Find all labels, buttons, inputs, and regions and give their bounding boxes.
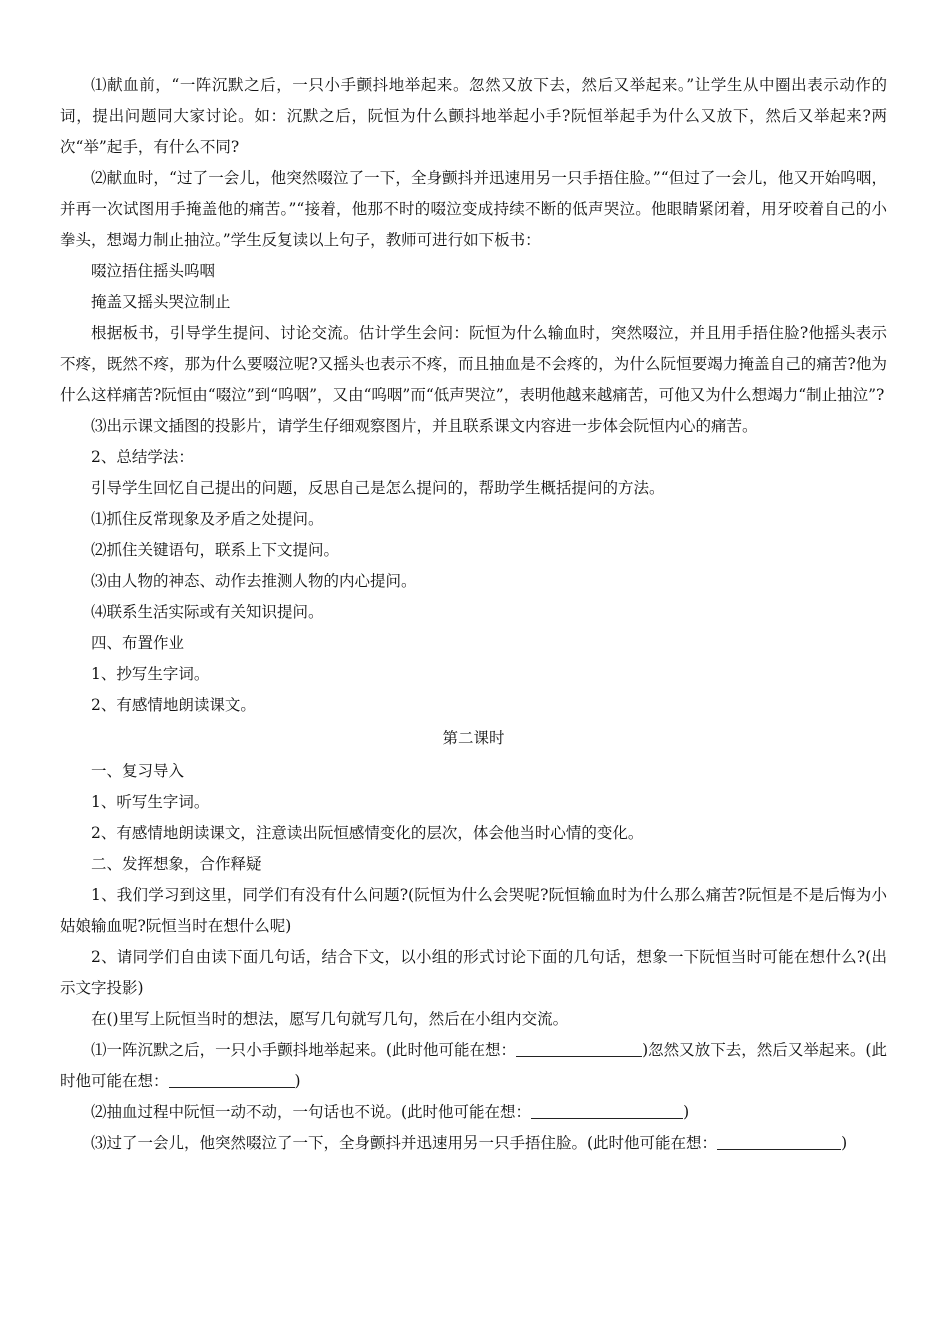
paragraph-questions: 1、我们学习到这里，同学们有没有什么问题?(阮恒为什么会哭呢?阮恒输血时为什么那么痛苦?阮恒是不是后悔为小姑娘输血呢?阮恒当时在想什么呢): [60, 886, 887, 935]
paragraph-during-donation: ⑵献血时，“过了一会儿，他突然啜泣了一下，全身颤抖并迅速用另一只手捂住脸。”“但过了一会儿，他又开始呜咽，并再一次试图用手掩盖他的痛苦。”“接着，他那不时的啜泣变成持续不断的低声哭泣。他眼睛紧闭着，用牙咬着自己的小拳头，想竭力制止抽泣。”学生反复读以上句子，教师可进行如下板书：: [60, 169, 887, 249]
review-item-2: 2、有感情地朗读课文，注意读出阮恒感情变化的层次，体会他当时心情的变化。: [91, 824, 644, 842]
exercise-item-3: [60, 1128, 887, 1159]
paragraph-group-discussion: 2、请同学们自由读下面几句话，结合下文，以小组的形式讨论下面的几句话，想象一下阮恒当时可能在想什么?(出示文字投影): [60, 948, 887, 997]
board-line-2: 掩盖又摇头哭泣制止: [91, 293, 231, 311]
exercise-item-1: [60, 1035, 887, 1097]
section-title: 第二课时: [442, 729, 505, 747]
heading-homework: 四、布置作业: [91, 634, 185, 652]
answer-blank-1a[interactable]: [516, 1041, 642, 1058]
exercise-1-text-a: ⑴一阵沉默之后，一只小手颤抖地举起来。(此时他可能在想：: [91, 1041, 517, 1059]
heading-summary-method: 2、总结学法：: [91, 448, 194, 466]
paragraph-illustration: ⑶出示课文插图的投影片，请学生仔细观察图片，并且联系课文内容进一步体会阮恒内心的痛苦。: [91, 417, 758, 435]
exercise-2-text-b: ): [683, 1103, 690, 1121]
board-line-1: 啜泣捂住摇头呜咽: [91, 262, 216, 280]
answer-blank-3b[interactable]: [827, 1134, 841, 1151]
paragraph-guide-review: 引导学生回忆自己提出的问题，反思自己是怎么提问的，帮助学生概括提问的方法。: [91, 479, 665, 497]
heading-review: 一、复习导入: [91, 762, 185, 780]
method-item-4: ⑷联系生活实际或有关知识提问。: [91, 603, 324, 621]
exercise-item-2: [60, 1097, 887, 1128]
exercise-1-text-c: ): [294, 1072, 301, 1090]
exercise-3-text-a: ⑶过了一会儿，他突然啜泣了一下，全身颤抖并迅速用另一只手捂住脸。(此时他可能在想：: [91, 1134, 718, 1152]
homework-item-1: 1、抄写生字词。: [91, 665, 210, 683]
exercise-2-text-a: ⑵抽血过程中阮恒一动不动，一句话也不说。(此时他可能在想：: [91, 1103, 532, 1121]
homework-item-2: 2、有感情地朗读课文。: [91, 696, 256, 714]
method-item-1: ⑴抓住反常现象及矛盾之处提问。: [91, 510, 324, 528]
paragraph-before-donation: ⑴献血前，“一阵沉默之后，一只小手颤抖地举起来。忽然又放下去，然后又举起来。”让学生从中圈出表示动作的词，提出问题同大家讨论。如：沉默之后，阮恒为什么颤抖地举起小手?阮恒举起手为什么又放下，然后又举起来?两次“举”起手，有什么不同?: [60, 76, 887, 156]
paragraph-board-discussion: 根据板书，引导学生提问、讨论交流。估计学生会问：阮恒为什么输血时，突然啜泣，并且用手捂住脸?他摇头表示不疼，既然不疼，那为什么要啜泣呢?又摇头也表示不疼，而且抽血是不会疼的，为什么阮恒要竭力掩盖自己的痛苦?他为什么这样痛苦?阮恒由“啜泣”到“呜咽”，又由“呜咽”而“低声哭泣”，表明他越来越痛苦，可他又为什么想竭力“制止抽泣”?: [60, 324, 887, 404]
paragraph-write-instructions: 在()里写上阮恒当时的想法，愿写几句就写几句，然后在小组内交流。: [91, 1010, 569, 1028]
method-item-3: ⑶由人物的神态、动作去推测人物的内心提问。: [91, 572, 417, 590]
heading-imagination: 二、发挥想象，合作释疑: [91, 855, 262, 873]
answer-blank-2[interactable]: [531, 1103, 683, 1120]
method-item-2: ⑵抓住关键语句，联系上下文提问。: [91, 541, 340, 559]
answer-blank-3a[interactable]: [717, 1134, 827, 1151]
exercise-3-text-b: ): [841, 1134, 848, 1152]
review-item-1: 1、听写生字词。: [91, 793, 210, 811]
exercise-1-text-b: )忽然又放下去，然后又举起来。(此时他可能在想：: [60, 1041, 887, 1090]
answer-blank-1b[interactable]: [169, 1072, 295, 1089]
